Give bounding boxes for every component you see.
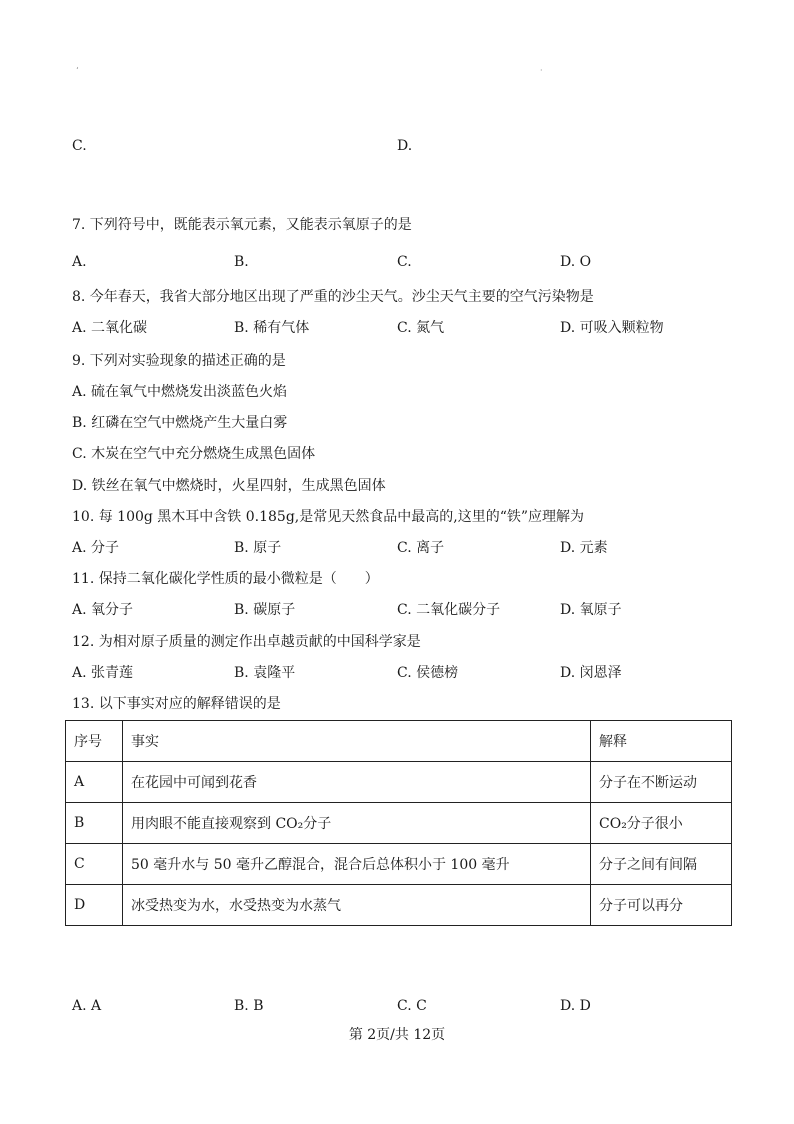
table-row — [66, 885, 732, 926]
q9-option-d: D. 铁丝在氧气中燃烧时，火星四射，生成黑色固体 — [72, 478, 386, 494]
page-footer: 第 2页/共 12页 — [348, 1027, 446, 1043]
q11-option-c: C. 二氧化碳分子 — [397, 602, 501, 618]
table-header-row — [66, 721, 732, 762]
q8-option-a: A. 二氧化碳 — [72, 320, 148, 336]
table-row — [66, 844, 732, 885]
q10-option-d: D. 元素 — [560, 540, 608, 556]
q10-option-c: C. 离子 — [397, 540, 445, 556]
row-fact: 50 毫升水与 50 毫升乙醇混合，混合后总体积小于 100 毫升 — [123, 844, 591, 885]
q13-option-a: A. A — [72, 998, 102, 1014]
q6-option-c: C. — [72, 138, 87, 154]
q13-option-d: D. D — [560, 998, 591, 1014]
q11-option-b: B. 碳原子 — [234, 602, 296, 618]
question-9-stem: 9. 下列对实验现象的描述正确的是 — [72, 353, 286, 369]
q9-option-a: A. 硫在氧气中燃烧发出淡蓝色火焰 — [72, 384, 288, 400]
question-8-stem: 8. 今年春天，我省大部分地区出现了严重的沙尘天气。沙尘天气主要的空气污染物是 — [72, 289, 594, 305]
row-fact: 冰受热变为水，水受热变为水蒸气 — [123, 885, 591, 926]
row-explanation: 分子之间有间隔 — [591, 844, 732, 885]
question-11-stem: 11. 保持二氧化碳化学性质的最小微粒是（ ） — [72, 571, 379, 587]
row-explanation: 分子可以再分 — [591, 885, 732, 926]
q12-option-c: C. 侯德榜 — [397, 665, 459, 681]
q6-option-d: D. — [397, 138, 413, 154]
q8-option-b: B. 稀有气体 — [234, 320, 310, 336]
q9-option-b: B. 红磷在空气中燃烧产生大量白雾 — [72, 415, 288, 431]
table-row — [66, 762, 732, 803]
question-10-stem: 10. 每 100g 黑木耳中含铁 0.185g,是常见天然食品中最高的,这里的“铁”应理解为 — [72, 509, 585, 525]
row-label: D — [66, 885, 123, 926]
question-12-stem: 12. 为相对原子质量的测定作出卓越贡献的中国科学家是 — [72, 634, 421, 650]
question-13-stem: 13. 以下事实对应的解释错误的是 — [72, 696, 281, 712]
q13-option-c: C. C — [397, 998, 427, 1014]
q11-option-d: D. 氧原子 — [560, 602, 622, 618]
facts-table — [65, 720, 732, 926]
header-cell-fact: 事实 — [123, 721, 591, 762]
q7-option-a: A. — [72, 254, 87, 270]
header-cell-explanation: 解释 — [591, 721, 732, 762]
q7-option-c: C. — [397, 254, 412, 270]
q11-option-a: A. 氧分子 — [72, 602, 134, 618]
q8-option-d: D. 可吸入颗粒物 — [560, 320, 664, 336]
q8-option-c: C. 氮气 — [397, 320, 445, 336]
q12-option-b: B. 袁隆平 — [234, 665, 296, 681]
q13-option-b: B. B — [234, 998, 264, 1014]
q12-option-a: A. 张青莲 — [72, 665, 134, 681]
scan-mark-right: · — [540, 66, 543, 75]
row-fact: 在花园中可闻到花香 — [123, 762, 591, 803]
q7-option-d: D. O — [560, 254, 592, 270]
q10-option-b: B. 原子 — [234, 540, 282, 556]
row-label: A — [66, 762, 123, 803]
header-cell-number: 序号 — [66, 721, 123, 762]
row-explanation: CO₂分子很小 — [591, 803, 732, 844]
row-label: B — [66, 803, 123, 844]
scan-mark-left: ‘ — [76, 66, 79, 75]
q12-option-d: D. 闵恩泽 — [560, 665, 622, 681]
question-7-stem: 7. 下列符号中，既能表示氧元素，又能表示氧原子的是 — [72, 217, 412, 233]
row-fact: 用肉眼不能直接观察到 CO₂分子 — [123, 803, 591, 844]
row-label: C — [66, 844, 123, 885]
q7-option-b: B. — [234, 254, 249, 270]
row-explanation: 分子在不断运动 — [591, 762, 732, 803]
q9-option-c: C. 木炭在空气中充分燃烧生成黑色固体 — [72, 446, 316, 462]
table-row — [66, 803, 732, 844]
q10-option-a: A. 分子 — [72, 540, 120, 556]
